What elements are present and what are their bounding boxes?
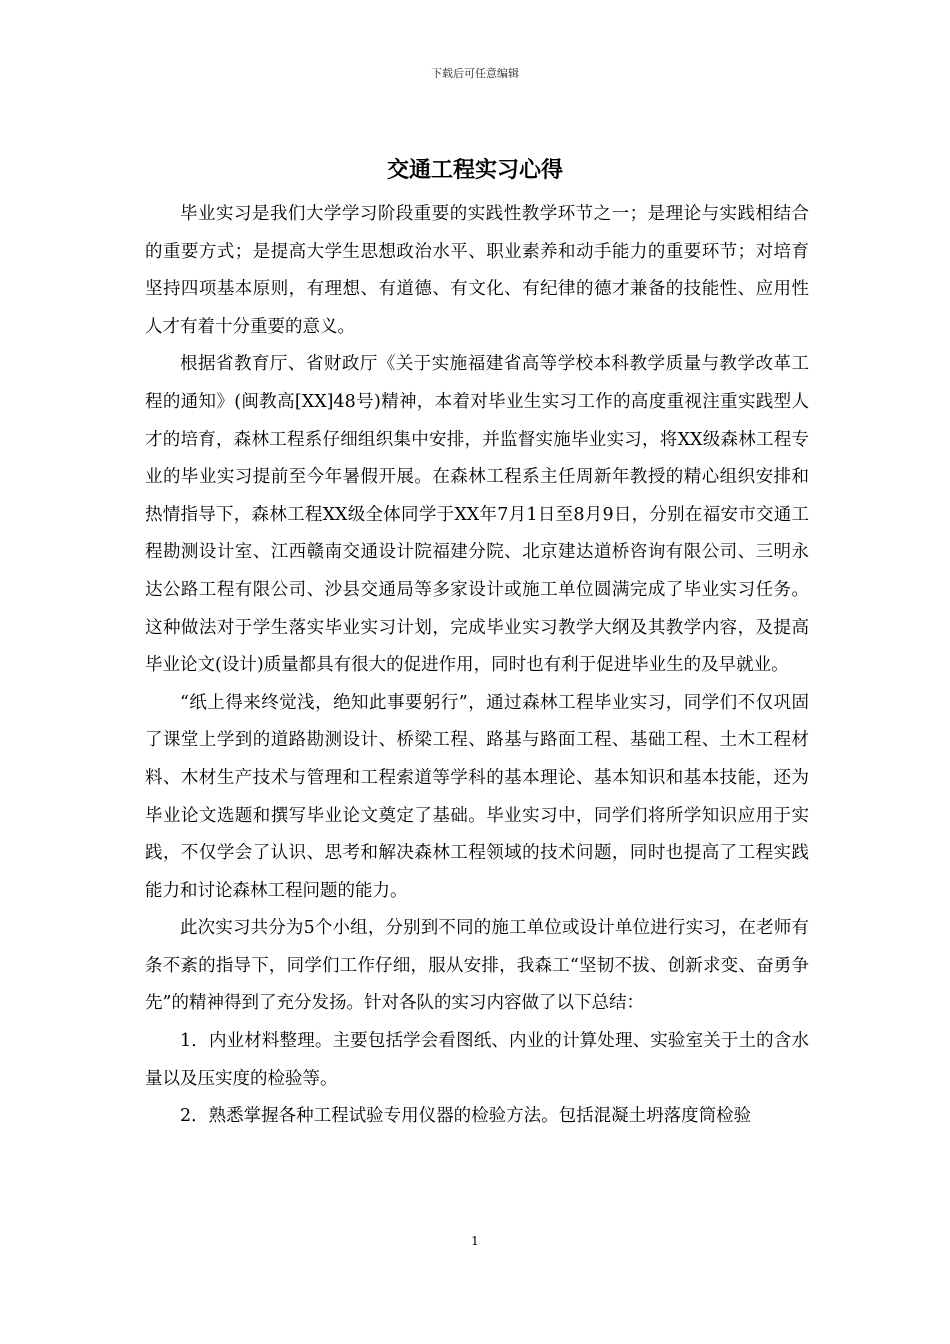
list-paragraph: 2．熟悉掌握各种工程试验专用仪器的检验方法。包括混凝土坍落度筒检验	[180, 1106, 752, 1127]
list-paragraph: 1．内业材料整理。主要包括学会看图纸、内业的计算处理、实验室关于土的含水量以及压实度的检验等。	[145, 1031, 809, 1089]
paragraph: “纸上得来终觉浅，绝知此事要躬行”，通过森林工程毕业实习，同学们不仅巩固了课堂上学到的道路勘测设计、桥梁工程、路基与路面工程、基础工程、土木工程材料、木材生产技术与管理和工程索道等学科的基本理论、基本知识和基本技能，还为毕业论文选题和撰写毕业论文奠定了基础。毕业实习中，同学们将所学知识应用于实践，不仅学会了认识、思考和解决森林工程领域的技术问题，同时也提高了工程实践能力和讨论森林工程问题的能力。	[145, 692, 809, 901]
document-body	[145, 196, 809, 1136]
page-header-note: 下载后可任意编辑	[431, 67, 519, 80]
paragraph: 根据省教育厅、省财政厅《关于实施福建省高等学校本科教学质量与教学改革工程的通知》(闽教高[XX]48号)精神，本着对毕业生实习工作的高度重视注重实践型人才的培育，森林工程系仔细组织集中安排，并监督实施毕业实习，将XX级森林工程专业的毕业实习提前至今年暑假开展。在森林工程系主任周新年教授的精心组织安排和热情指导下，森林工程XX级全体同学于XX年7月1日至8月9日，分别在福安市交通工程勘测设计室、江西赣南交通设计院福建分院、北京建达道桥咨询有限公司、三明永达公路工程有限公司、沙县交通局等多家设计或施工单位圆满完成了毕业实习任务。这种做法对于学生落实毕业实习计划，完成毕业实习教学大纲及其教学内容，及提高毕业论文(设计)质量都具有很大的促进作用，同时也有利于促进毕业生的及早就业。	[145, 354, 809, 676]
paragraph: 此次实习共分为5个小组，分别到不同的施工单位或设计单位进行实习，在老师有条不紊的指导下，同学们工作仔细，服从安排，我森工“坚韧不拔、创新求变、奋勇争先”的精神得到了充分发扬。针对各队的实习内容做了以下总结：	[145, 918, 809, 1014]
paragraph: 毕业实习是我们大学学习阶段重要的实践性教学环节之一；是理论与实践相结合的重要方式；是提高大学生思想政治水平、职业素养和动手能力的重要环节；对培育坚持四项基本原则，有理想、有道德、有文化、有纪律的德才兼备的技能性、应用性人才有着十分重要的意义。	[145, 204, 809, 337]
document-title: 交通工程实习心得	[386, 157, 563, 183]
page-number: 1	[471, 1234, 479, 1248]
